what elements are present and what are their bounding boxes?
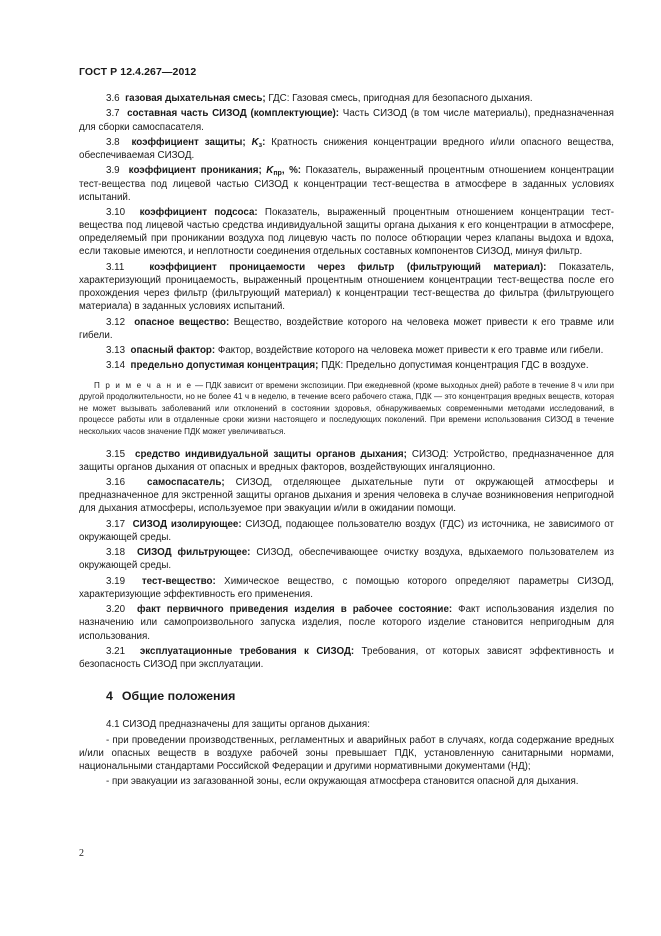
page-content: [79, 92, 614, 791]
definition-3-17: 3.17 СИЗОД изолирующее: СИЗОД, подающее пользователю воздух (ГДС) из источника, не зависимого от окружающей среды.: [79, 518, 614, 543]
definition-3-11: 3.11 коэффициент проницаемости через фильтр (фильтрующий материал): Показатель, характеризующий проницаемость, выраженный процентным отношением концентрации тест-вещества после его прохождения через фильтр (фильтрующий материал) к концентрации тест-вещества до фильтра (фильтрующего материала) в заданных условиях испытаний.: [79, 261, 614, 313]
definition-3-15: 3.15 средство индивидуальной защиты органов дыхания; СИЗОД: Устройство, предназначенное для защиты органов дыхания от опасных и вредных факторов, воздействующих ингаляционно.: [79, 448, 614, 473]
section-heading: 4 Общие положения: [106, 689, 236, 704]
definition-3-13: 3.13 опасный фактор: Фактор, воздействие которого на человека может привести к его травме или гибели.: [106, 345, 604, 357]
definition-3-12: 3.12 опасное вещество: Вещество, воздействие которого на человека может привести к его травме или гибели.: [79, 316, 615, 341]
definition-3-19: 3.19 тест-вещество: Химическое вещество, с помощью которого определяют параметры СИЗОД, характеризующие эффективность его применения.: [79, 575, 614, 600]
page-number: 2: [79, 848, 84, 859]
definition-3-9: 3.9 коэффициент проникания; $K_{пр}$, %: Показатель, выраженный процентным отношением концентрации тест-вещества под лицевой частью СИЗОД к концентрации тест-вещества в атмосфере в заданных условиях испытаний.: [79, 165, 614, 203]
definition-3-16: 3.16 самоспасатель; СИЗОД, отделяющее дыхательные пути от окружающей атмосферы и предназначенное для экстренной защиты органов дыхания и зрения человека в случае возникновения непригодной для дыхания атмосферы, используемое при эвакуации и/или в ожидании помощи.: [79, 477, 614, 515]
definition-3-18: 3.18 СИЗОД фильтрующее: СИЗОД, обеспечивающее очистку воздуха, вдыхаемого пользователем из окружающей среды.: [79, 547, 614, 572]
list-item-production: - при проведении производственных, регламентных и аварийных работ в случаях, когда содержание вредных и/или опасных веществ в воздухе рабочей зоны превышает ПДК, установленную санитарными нормами, национальными стандартами Российской Федерации и другими нормативными документами (НД);: [79, 734, 614, 773]
definition-3-7: 3.7 составная часть СИЗОД (комплектующие): Часть СИЗОД (в том числе материалы), предназначенная для сборки самоспасателя.: [79, 108, 614, 133]
paragraph-4-1: 4.1 СИЗОД предназначены для защиты органов дыхания:: [106, 719, 370, 731]
definition-3-8: 3.8 коэффициент защиты; $K_з$: Кратность снижения концентрации вредного и/или опасного вещества, обеспечиваемая СИЗОД.: [79, 136, 614, 161]
note-pdk: П р и м е ч а н и е — ПДК зависит от времени экспозиции. При ежедневной (кроме выходных дней) работе в течение 8 ч или при другой продолжительности, но не более 41 ч в неделю, в течение всего рабочего стажа, ПДК — это концентрация вредных веществ, которая не может вызывать заболеваний или отклонений в состоянии здоровья, обнаруживаемых современными методами исследований, в процессе работы или в отдаленные сроки жизни настоящего и последующих поколений. При времени использования СИЗОД в течение нескольких часов значение ПДК может увеличиваться.: [79, 380, 614, 436]
definition-3-20: 3.20 факт первичного приведения изделия в рабочее состояние: Факт использования изделия по назначению или самопроизвольного запуска изделия, после которого изделие становится непригодным для использования.: [79, 604, 615, 642]
definition-3-21: 3.21 эксплуатационные требования к СИЗОД: Требования, от которых зависят эффективность и безопасность СИЗОД при эксплуатации.: [79, 645, 614, 671]
definition-3-14: 3.14 предельно допустимая концентрация; ПДК: Предельно допустимая концентрация ГДС в воздухе.: [106, 360, 589, 372]
document-header: ГОСТ Р 12.4.267—2012: [79, 66, 197, 78]
list-item-evacuation: - при эвакуации из загазованной зоны, если окружающая атмосфера становится опасной для дыхания.: [106, 776, 579, 788]
definition-3-6: 3.6 газовая дыхательная смесь; ГДС: Газовая смесь, пригодная для безопасного дыхания.: [106, 93, 533, 104]
definition-3-10: 3.10 коэффициент подсоса: Показатель, выраженный процентным отношением концентрации тест-вещества под лицевой частью средства индивидуальной защиты органа дыхания к его концентрации в атмосфере, определяемый при проникании воздуха под лицевую часть по полосе обтюрации через клапаны выдоха и вдоха, если таковые имеются, и неплотности соединения отдельных составных компонентов СИЗОД, минуя фильтр.: [79, 207, 614, 258]
